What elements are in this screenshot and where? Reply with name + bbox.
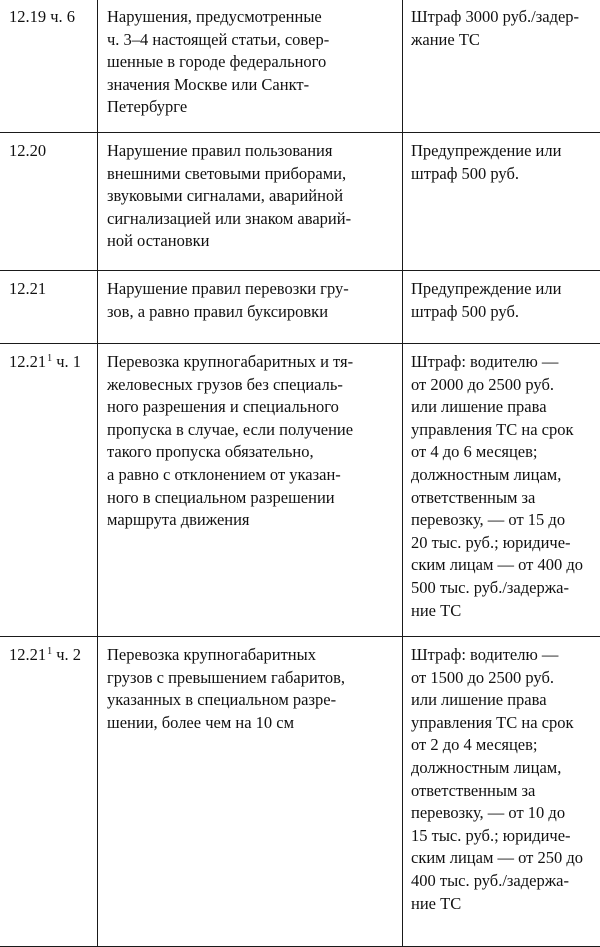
- description-line: такого пропуска обязательно,: [107, 441, 398, 464]
- description-line: зов, а равно правил буксировки: [107, 301, 398, 324]
- article-code-superscript: 1: [47, 353, 52, 364]
- penalty-line: перевозку, — от 15 до: [411, 509, 596, 532]
- description-line: шенные в городе федерального: [107, 51, 398, 74]
- description-cell: [98, 133, 403, 271]
- penalty-line: Штраф 3000 руб./задер-: [411, 6, 596, 29]
- description-cell: [98, 0, 403, 133]
- article-code-cell: [0, 344, 98, 637]
- penalty-line: Предупреждение или: [411, 140, 596, 163]
- table-row: [0, 344, 600, 637]
- description-line: сигнализацией или знаком аварий-: [107, 208, 398, 231]
- description-line: указанных в специальном разре-: [107, 689, 398, 712]
- penalty-line: ответственным за: [411, 780, 596, 803]
- description-cell: [98, 271, 403, 344]
- description-line: внешними световыми приборами,: [107, 163, 398, 186]
- penalty-line: или лишение права: [411, 689, 596, 712]
- penalty-line: управления ТС на срок: [411, 419, 596, 442]
- description-line: ного разрешения и специального: [107, 396, 398, 419]
- article-code: 12.21$^1$ ч. 2: [9, 645, 81, 664]
- description-line: Перевозка крупногабаритных и тя-: [107, 351, 398, 374]
- penalty-line: ответственным за: [411, 487, 596, 510]
- description-line: маршрута движения: [107, 509, 398, 532]
- penalty-line: перевозку, — от 10 до: [411, 802, 596, 825]
- description-cell: [98, 344, 403, 637]
- penalty-line: Штраф: водителю —: [411, 351, 596, 374]
- article-code: 12.19 ч. 6: [9, 7, 75, 26]
- article-code-cell: [0, 637, 98, 947]
- description-line: ного в специальном разрешении: [107, 487, 398, 510]
- table-row: [0, 0, 600, 133]
- penalty-line: Штраф: водителю —: [411, 644, 596, 667]
- penalty-line: от 2 до 4 месяцев;: [411, 734, 596, 757]
- description-line: Нарушение правил перевозки гру-: [107, 278, 398, 301]
- penalty-line: Предупреждение или: [411, 278, 596, 301]
- description-line: Петербурге: [107, 96, 398, 119]
- penalty-line: жание ТС: [411, 29, 596, 52]
- penalty-line: ние ТС: [411, 600, 596, 623]
- description-line: ч. 3–4 настоящей статьи, совер-: [107, 29, 398, 52]
- description-line: Нарушения, предусмотренные: [107, 6, 398, 29]
- table-row: [0, 133, 600, 271]
- article-code: 12.21$^1$ ч. 1: [9, 352, 81, 371]
- description-line: звуковыми сигналами, аварийной: [107, 185, 398, 208]
- penalty-line: управления ТС на срок: [411, 712, 596, 735]
- penalty-line: 20 тыс. руб.; юридиче-: [411, 532, 596, 555]
- description-line: желовесных грузов без специаль-: [107, 374, 398, 397]
- penalty-line: 500 тыс. руб./задержа-: [411, 577, 596, 600]
- article-code-cell: [0, 133, 98, 271]
- description-line: пропуска в случае, если получение: [107, 419, 398, 442]
- description-line: а равно с отклонением от указан-: [107, 464, 398, 487]
- penalty-line: или лишение права: [411, 396, 596, 419]
- penalty-line: штраф 500 руб.: [411, 301, 596, 324]
- penalty-line: от 4 до 6 месяцев;: [411, 441, 596, 464]
- penalty-cell: [403, 271, 600, 344]
- description-line: грузов с превышением габаритов,: [107, 667, 398, 690]
- article-code-superscript: 1: [47, 646, 52, 657]
- description-line: значения Москве или Санкт-: [107, 74, 398, 97]
- article-code: 12.20: [9, 141, 46, 160]
- penalty-cell: [403, 637, 600, 947]
- table-row: [0, 271, 600, 344]
- description-cell: [98, 637, 403, 947]
- article-code-cell: [0, 271, 98, 344]
- penalty-line: 15 тыс. руб.; юридиче-: [411, 825, 596, 848]
- penalty-line: ние ТС: [411, 893, 596, 916]
- penalty-cell: [403, 133, 600, 271]
- penalty-cell: [403, 0, 600, 133]
- penalty-cell: [403, 344, 600, 637]
- penalty-line: должностным лицам,: [411, 464, 596, 487]
- penalty-line: от 1500 до 2500 руб.: [411, 667, 596, 690]
- article-code-cell: [0, 0, 98, 133]
- table-row: [0, 637, 600, 947]
- description-line: Нарушение правил пользования: [107, 140, 398, 163]
- penalty-line: штраф 500 руб.: [411, 163, 596, 186]
- description-line: шении, более чем на 10 см: [107, 712, 398, 735]
- penalty-line: должностным лицам,: [411, 757, 596, 780]
- penalty-line: ским лицам — от 400 до: [411, 554, 596, 577]
- penalty-line: 400 тыс. руб./задержа-: [411, 870, 596, 893]
- description-line: ной остановки: [107, 230, 398, 253]
- penalty-line: от 2000 до 2500 руб.: [411, 374, 596, 397]
- description-line: Перевозка крупногабаритных: [107, 644, 398, 667]
- penalty-line: ским лицам — от 250 до: [411, 847, 596, 870]
- article-code: 12.21: [9, 279, 46, 298]
